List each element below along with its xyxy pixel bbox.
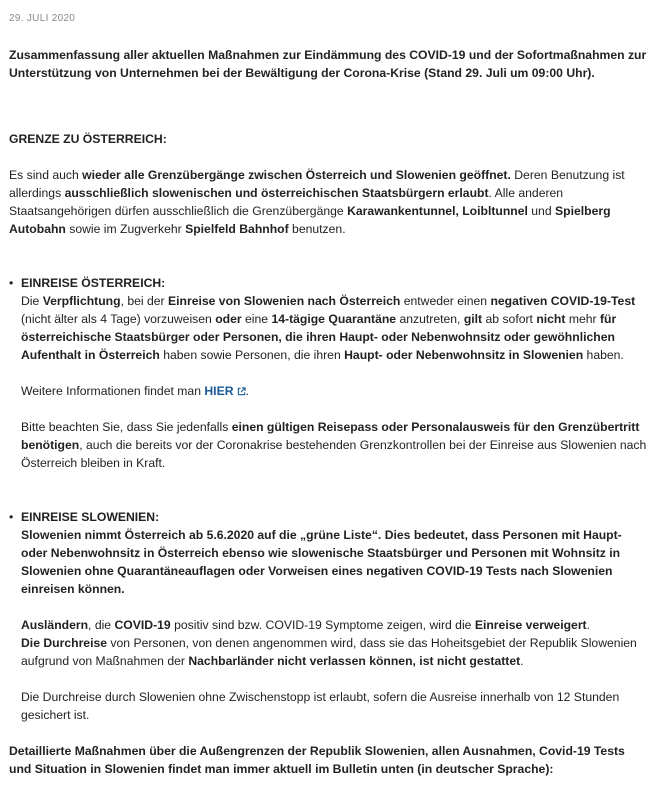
text: mehr [565, 312, 600, 326]
text: Deren Benutzung ist allerdings [9, 168, 625, 200]
bold-text: negativen COVID-19-Test [490, 294, 636, 308]
text: Es sind auch [9, 168, 83, 182]
bold-text: Haupt- oder Nebenwohnsitz in Slowenien [344, 348, 584, 362]
bold-text: Karawankentunnel, Loibltunnel [347, 204, 528, 218]
text: eine [241, 312, 272, 326]
green-list-paragraph: Slowenien nimmt Österreich ab 5.6.2020 auf die „grüne Liste“. Dies bedeutet, dass Personen mit Haupt- oder Nebenwohnsitz in Österreich ebenso wie slowenische Staatsbürger und Personen mit Wohnsitz in Slowenien ohne Quarantäneauflagen oder Vorweisen eines negativen COVID-19 Tests nach Slowenien einreisen können. [21, 528, 622, 596]
bold-text: Nachbarländer nicht verlassen können, ist nicht gestattet [188, 654, 521, 668]
bold-text: für österreichische Staatsbürger oder Personen, die ihren Haupt- oder Nebenwohnsitz oder gewöhnlichen Aufenthalt in Österreich [21, 312, 617, 362]
list-item-entry-slovenia [9, 508, 649, 724]
bold-text: oder [215, 312, 242, 326]
bold-text: ausschließlich slowenischen und österreichischen Staatsbürgern erlaubt [64, 186, 489, 200]
bold-text: Die Durchreise [21, 636, 108, 650]
section-heading-border: GRENZE ZU ÖSTERREICH: [9, 132, 167, 146]
text: , auch die bereits vor der Coronakrise bestehenden Grenzkontrollen bei der Einreise aus Slowenien nach Österreich bleiben in Kraft. [21, 438, 647, 470]
intro-summary: Zusammenfassung aller aktuellen Maßnahmen zur Eindämmung des COVID-19 und der Sofortmaßnahmen zur Unterstützung von Unternehmen bei der Bewältigung der Corona-Krise (Stand 29. Juli um 09:00 Uhr). [9, 48, 647, 80]
entry-list [9, 274, 649, 724]
list-item-entry-austria [9, 274, 649, 472]
text: , die [88, 618, 115, 632]
detailed-measures-paragraph: Detaillierte Maßnahmen über die Außengrenzen der Republik Slowenien, allen Ausnahmen, Covid-19 Tests und Situation in Slowenien findet man immer aktuell im Bulletin unten (in deutscher Sprache): [9, 744, 625, 776]
bold-text: 14-tägige Quarantäne [271, 312, 397, 326]
text: Weitere Informationen findet man [21, 384, 205, 398]
bullet: • [9, 510, 14, 524]
text: positiv sind bzw. COVID-19 Symptome zeigen, wird die [170, 618, 475, 632]
bold-text: Ausländern [21, 618, 89, 632]
article-date: 29. JULI 2020 [9, 13, 76, 24]
external-link-icon[interactable] [237, 387, 246, 396]
foreigners-paragraph [21, 616, 649, 670]
text: Die [21, 294, 43, 308]
text: (nicht älter als 4 Tage) vorzuweisen [21, 312, 216, 326]
text: und [527, 204, 555, 218]
transit-paragraph: Die Durchreise durch Slowenien ohne Zwischenstopp ist erlaubt, sofern die Ausreise innerhalb von 12 Stunden gesichert ist. [21, 690, 620, 722]
text: haben sowie Personen, die ihren [159, 348, 345, 362]
bold-text: Verpflichtung [42, 294, 121, 308]
bold-text: nicht [536, 312, 566, 326]
bold-text: Einreise verweigert [474, 618, 587, 632]
text: . [520, 654, 524, 668]
bold-text: Spielberg Autobahn [9, 204, 611, 236]
text: . [586, 618, 591, 632]
text: entweder einen [400, 294, 491, 308]
text: anzutreten, [396, 312, 464, 326]
bullet: • [9, 276, 14, 290]
border-paragraph [9, 166, 649, 238]
text: . [245, 384, 249, 398]
entry-austria-paragraph [21, 292, 649, 364]
bold-text: einen gültigen Reisepass oder Personalausweis für den Grenzübertritt benötigen [21, 420, 640, 452]
bold-text: COVID-19 [114, 618, 171, 632]
more-info-line [21, 382, 649, 400]
text: sowie im Zugverkehr [65, 222, 186, 236]
text: benutzen. [288, 222, 346, 236]
text: ab sofort [482, 312, 537, 326]
bold-text: Spielfeld Bahnhof [185, 222, 289, 236]
text: von Personen, von denen angenommen wird, dass sie das Hoheitsgebiet der Republik Slowenien aufgrund von Maßnahmen der [21, 636, 637, 668]
text: haben. [583, 348, 624, 362]
passport-notice [21, 418, 649, 472]
text: Bitte beachten Sie, dass Sie jedenfalls [21, 420, 232, 434]
text: . Alle anderen Staatsangehörigen dürfen ausschließlich die Grenzübergänge [9, 186, 564, 218]
bold-text: wieder alle Grenzübergänge zwischen Österreich und Slowenien geöffnet. [82, 168, 511, 182]
hier-link[interactable]: HIER [204, 384, 234, 398]
entry-slovenia-heading: EINREISE SLOWENIEN: [21, 510, 160, 524]
bold-text: Einreise von Slowenien nach Österreich [168, 294, 401, 308]
bold-text: gilt [463, 312, 483, 326]
entry-austria-heading: EINREISE ÖSTERREICH: [21, 276, 166, 290]
text: , bei der [120, 294, 168, 308]
